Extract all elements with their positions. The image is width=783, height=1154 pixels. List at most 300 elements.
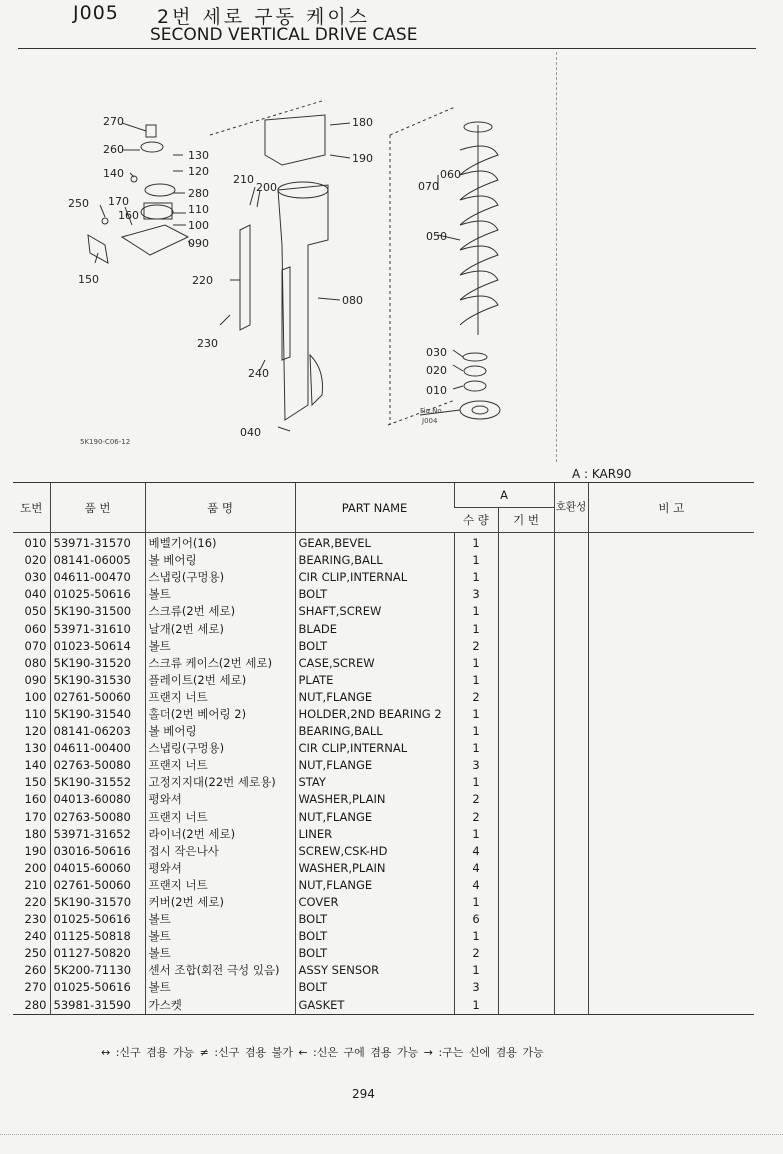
cell-remarks	[588, 979, 754, 996]
callout-050: 050	[426, 230, 447, 243]
cell-qty: 3	[454, 979, 498, 996]
cell-ref-no: 170	[24, 809, 47, 824]
callout-140: 140	[103, 167, 124, 180]
table-row	[13, 603, 754, 620]
cell-compat	[554, 569, 588, 586]
cell-part-name: GEAR,BEVEL	[295, 533, 454, 553]
callout-010: 010	[426, 384, 447, 397]
compatibility-legend: ↔ :신구 겸용 가능 ≠ :신구 겸용 불가 ← :신은 구에 겸용 가능 → :구는 신에 겸용 가능	[101, 1046, 544, 1059]
cell-qty: 1	[454, 552, 498, 569]
cell-compat	[554, 706, 588, 723]
fig-reference: Fig.No.	[420, 407, 444, 415]
cell-basic	[498, 962, 554, 979]
cell-compat	[554, 945, 588, 962]
cell-part-name: SHAFT,SCREW	[295, 603, 454, 620]
cell-qty: 1	[454, 672, 498, 689]
cell-part-name: SCREW,CSK-HD	[295, 843, 454, 860]
table-row	[13, 826, 754, 843]
callout-090: 090	[188, 237, 209, 250]
cell-compat	[554, 843, 588, 860]
cell-part-no: 5K190-31570	[50, 894, 145, 911]
cell-name-ko: 라이너(2번 세로)	[145, 826, 295, 843]
cell-remarks	[588, 860, 754, 877]
cell-basic	[498, 620, 554, 637]
cell-ref-no: 120	[24, 724, 47, 739]
cell-basic	[498, 843, 554, 860]
callout-160: 160	[118, 209, 139, 222]
cell-qty: 1	[454, 928, 498, 945]
callout-120: 120	[188, 165, 209, 178]
cell-remarks	[588, 620, 754, 637]
callout-100: 100	[188, 219, 209, 232]
cell-name-ko: 볼트	[145, 979, 295, 996]
callout-210: 210	[233, 173, 254, 186]
cell-basic	[498, 791, 554, 808]
table-row	[13, 569, 754, 586]
cell-remarks	[588, 552, 754, 569]
cell-ref-no: 100	[24, 689, 47, 704]
cell-qty: 3	[454, 586, 498, 603]
cell-part-name: BEARING,BALL	[295, 723, 454, 740]
cell-ref-no: 210	[24, 877, 47, 892]
cell-part-name: NUT,FLANGE	[295, 757, 454, 774]
section-title-english: SECOND VERTICAL DRIVE CASE	[150, 25, 418, 45]
callout-220: 220	[192, 274, 213, 287]
callout-250: 250	[68, 197, 89, 210]
cell-part-name: NUT,FLANGE	[295, 689, 454, 706]
exploded-parts-diagram	[60, 95, 560, 465]
callout-260: 260	[103, 143, 124, 156]
cell-part-no: 02761-50060	[50, 877, 145, 894]
model-note: A : KAR90	[572, 467, 632, 481]
cell-basic	[498, 928, 554, 945]
cell-remarks	[588, 774, 754, 791]
table-row	[13, 533, 754, 553]
callout-150: 150	[78, 273, 99, 286]
cell-part-no: 5K200-71130	[50, 962, 145, 979]
cell-basic	[498, 586, 554, 603]
col-header-no: 도번	[13, 483, 50, 533]
cell-compat	[554, 774, 588, 791]
cell-part-no: 01025-50616	[50, 979, 145, 996]
cell-remarks	[588, 672, 754, 689]
cell-remarks	[588, 569, 754, 586]
col-header-remarks: 비 고	[588, 483, 754, 533]
callout-110: 110	[188, 203, 209, 216]
cell-qty: 1	[454, 774, 498, 791]
cell-part-no: 08141-06203	[50, 723, 145, 740]
cell-basic	[498, 655, 554, 672]
cell-remarks	[588, 586, 754, 603]
cell-ref-no: 010	[24, 536, 47, 551]
cell-remarks	[588, 706, 754, 723]
cell-compat	[554, 809, 588, 826]
table-row	[13, 928, 754, 945]
cell-ref-no: 150	[24, 775, 47, 790]
cell-part-no: 04015-60060	[50, 860, 145, 877]
cell-part-no: 53971-31570	[50, 533, 145, 553]
cell-remarks	[588, 603, 754, 620]
col-header-compat: 호환성	[554, 483, 588, 533]
table-row	[13, 689, 754, 706]
cell-ref-no: 200	[24, 860, 47, 875]
cell-name-ko: 고정지지대(22번 세로용)	[145, 774, 295, 791]
cell-part-name: PLATE	[295, 672, 454, 689]
table-row	[13, 774, 754, 791]
cell-qty: 4	[454, 860, 498, 877]
table-row	[13, 860, 754, 877]
cell-qty: 1	[454, 533, 498, 553]
cell-part-no: 04611-00400	[50, 740, 145, 757]
table-row	[13, 740, 754, 757]
col-header-basic: 기 번	[498, 508, 554, 533]
cell-name-ko: 평와셔	[145, 860, 295, 877]
cell-name-ko: 볼트	[145, 586, 295, 603]
cell-ref-no: 040	[24, 587, 47, 602]
cell-qty: 1	[454, 997, 498, 1015]
cell-part-no: 5K190-31530	[50, 672, 145, 689]
cell-basic	[498, 723, 554, 740]
cell-part-no: 5K190-31500	[50, 603, 145, 620]
cell-compat	[554, 533, 588, 553]
callout-060: 060	[440, 168, 461, 181]
cell-name-ko: 볼트	[145, 945, 295, 962]
cell-basic	[498, 706, 554, 723]
cell-qty: 1	[454, 740, 498, 757]
cell-remarks	[588, 723, 754, 740]
cell-compat	[554, 997, 588, 1015]
cell-compat	[554, 928, 588, 945]
cell-compat	[554, 740, 588, 757]
cell-basic	[498, 979, 554, 996]
cell-name-ko: 볼 베어링	[145, 552, 295, 569]
cell-part-no: 5K190-31520	[50, 655, 145, 672]
cell-basic	[498, 809, 554, 826]
cell-remarks	[588, 945, 754, 962]
cell-ref-no: 090	[24, 672, 47, 687]
cell-name-ko: 프랜지 너트	[145, 689, 295, 706]
cell-qty: 2	[454, 791, 498, 808]
cell-part-name: STAY	[295, 774, 454, 791]
bottom-edge	[0, 1134, 783, 1135]
cell-basic	[498, 945, 554, 962]
table-row	[13, 894, 754, 911]
section-title-korean: 2번 세로 구동 케이스	[157, 6, 371, 28]
cell-part-name: LINER	[295, 826, 454, 843]
cell-name-ko: 홀더(2번 베어링 2)	[145, 706, 295, 723]
cell-remarks	[588, 689, 754, 706]
cell-compat	[554, 655, 588, 672]
callout-270: 270	[103, 115, 124, 128]
table-row	[13, 655, 754, 672]
cell-remarks	[588, 843, 754, 860]
cell-compat	[554, 552, 588, 569]
cell-qty: 1	[454, 603, 498, 620]
col-header-qty: 수 량	[454, 508, 498, 533]
cell-qty: 6	[454, 911, 498, 928]
cell-part-name: WASHER,PLAIN	[295, 791, 454, 808]
cell-compat	[554, 723, 588, 740]
cell-compat	[554, 603, 588, 620]
table-row	[13, 706, 754, 723]
table-row	[13, 997, 754, 1015]
drawing-code: 5K190-C06-12	[80, 438, 131, 446]
cell-compat	[554, 672, 588, 689]
cell-ref-no: 140	[24, 758, 47, 773]
cell-qty: 1	[454, 569, 498, 586]
table-row	[13, 979, 754, 996]
cell-part-name: BOLT	[295, 638, 454, 655]
table-row	[13, 672, 754, 689]
callout-230: 230	[197, 337, 218, 350]
callout-130: 130	[188, 149, 209, 162]
cell-part-no: 01025-50616	[50, 911, 145, 928]
cell-remarks	[588, 826, 754, 843]
cell-remarks	[588, 655, 754, 672]
cell-name-ko: 볼트	[145, 911, 295, 928]
cell-ref-no: 220	[24, 895, 47, 910]
cell-qty: 1	[454, 655, 498, 672]
cell-part-name: COVER	[295, 894, 454, 911]
cell-part-name: BOLT	[295, 979, 454, 996]
cell-name-ko: 스냅링(구멍용)	[145, 740, 295, 757]
cell-remarks	[588, 894, 754, 911]
callout-190: 190	[352, 152, 373, 165]
cell-compat	[554, 586, 588, 603]
cell-name-ko: 플레이트(2번 세로)	[145, 672, 295, 689]
cell-basic	[498, 826, 554, 843]
callout-080: 080	[342, 294, 363, 307]
cell-part-no: 53981-31590	[50, 997, 145, 1015]
cell-part-no: 53971-31610	[50, 620, 145, 637]
callout-280: 280	[188, 187, 209, 200]
cell-remarks	[588, 877, 754, 894]
table-row	[13, 552, 754, 569]
cell-basic	[498, 740, 554, 757]
cell-name-ko: 프랜지 너트	[145, 877, 295, 894]
cell-basic	[498, 689, 554, 706]
cell-qty: 1	[454, 706, 498, 723]
callout-040: 040	[240, 426, 261, 439]
cell-name-ko: 스냅링(구멍용)	[145, 569, 295, 586]
cell-part-no: 02761-50060	[50, 689, 145, 706]
cell-name-ko: 볼트	[145, 638, 295, 655]
cell-name-ko: 스크류(2번 세로)	[145, 603, 295, 620]
cell-ref-no: 280	[24, 997, 47, 1012]
cell-remarks	[588, 911, 754, 928]
table-row	[13, 945, 754, 962]
cell-compat	[554, 911, 588, 928]
cell-part-no: 02763-50080	[50, 809, 145, 826]
table-row	[13, 809, 754, 826]
table-row	[13, 638, 754, 655]
cell-compat	[554, 877, 588, 894]
cell-remarks	[588, 997, 754, 1015]
cell-part-no: 5K190-31552	[50, 774, 145, 791]
cell-compat	[554, 791, 588, 808]
cell-ref-no: 180	[24, 826, 47, 841]
cell-qty: 2	[454, 809, 498, 826]
callout-180: 180	[352, 116, 373, 129]
cell-compat	[554, 894, 588, 911]
cell-remarks	[588, 791, 754, 808]
col-header-part-no: 품 번	[50, 483, 145, 533]
cell-basic	[498, 860, 554, 877]
cell-compat	[554, 638, 588, 655]
cell-ref-no: 020	[24, 553, 47, 568]
cell-part-no: 04611-00470	[50, 569, 145, 586]
cell-ref-no: 070	[24, 638, 47, 653]
cell-part-no: 5K190-31540	[50, 706, 145, 723]
cell-qty: 3	[454, 757, 498, 774]
cell-part-name: BOLT	[295, 928, 454, 945]
cell-basic	[498, 774, 554, 791]
cell-part-no: 01025-50616	[50, 586, 145, 603]
cell-remarks	[588, 533, 754, 553]
cell-part-no: 04013-60080	[50, 791, 145, 808]
table-row	[13, 843, 754, 860]
cell-name-ko: 베벨기어(16)	[145, 533, 295, 553]
cell-basic	[498, 877, 554, 894]
cell-compat	[554, 860, 588, 877]
cell-name-ko: 가스켓	[145, 997, 295, 1015]
cell-part-no: 01127-50820	[50, 945, 145, 962]
cell-basic	[498, 638, 554, 655]
cell-basic	[498, 569, 554, 586]
cell-remarks	[588, 740, 754, 757]
cell-ref-no: 110	[24, 706, 47, 721]
cell-ref-no: 260	[24, 963, 47, 978]
cell-name-ko: 스크류 케이스(2번 세로)	[145, 655, 295, 672]
cell-basic	[498, 911, 554, 928]
cell-remarks	[588, 638, 754, 655]
cell-compat	[554, 979, 588, 996]
cell-qty: 1	[454, 894, 498, 911]
cell-part-no: 53971-31652	[50, 826, 145, 843]
cell-ref-no: 230	[24, 912, 47, 927]
callout-070: 070	[418, 180, 439, 193]
cell-part-name: WASHER,PLAIN	[295, 860, 454, 877]
cell-name-ko: 날개(2번 세로)	[145, 620, 295, 637]
cell-part-name: CIR CLIP,INTERNAL	[295, 569, 454, 586]
cell-remarks	[588, 757, 754, 774]
cell-ref-no: 270	[24, 980, 47, 995]
cell-name-ko: 센서 조합(회전 극성 있음)	[145, 962, 295, 979]
cell-basic	[498, 997, 554, 1015]
col-header-group-a: A	[454, 483, 554, 508]
cell-part-name: NUT,FLANGE	[295, 877, 454, 894]
cell-basic	[498, 533, 554, 553]
cell-part-name: ASSY SENSOR	[295, 962, 454, 979]
cell-basic	[498, 894, 554, 911]
callout-240: 240	[248, 367, 269, 380]
cell-qty: 2	[454, 638, 498, 655]
cell-name-ko: 프랜지 너트	[145, 809, 295, 826]
cell-name-ko: 프랜지 너트	[145, 757, 295, 774]
cell-ref-no: 050	[24, 604, 47, 619]
cell-remarks	[588, 928, 754, 945]
cell-ref-no: 160	[24, 792, 47, 807]
table-row	[13, 757, 754, 774]
page-number: 294	[352, 1087, 375, 1101]
cell-qty: 1	[454, 826, 498, 843]
cell-qty: 4	[454, 843, 498, 860]
cell-basic	[498, 552, 554, 569]
cell-qty: 2	[454, 945, 498, 962]
cell-part-no: 02763-50080	[50, 757, 145, 774]
cell-part-name: CASE,SCREW	[295, 655, 454, 672]
table-row	[13, 723, 754, 740]
cell-compat	[554, 962, 588, 979]
cell-compat	[554, 757, 588, 774]
cell-part-name: GASKET	[295, 997, 454, 1015]
cell-part-name: BOLT	[295, 911, 454, 928]
cell-compat	[554, 689, 588, 706]
cell-qty: 4	[454, 877, 498, 894]
col-header-name-ko: 품 명	[145, 483, 295, 533]
table-row	[13, 962, 754, 979]
cell-remarks	[588, 962, 754, 979]
table-row	[13, 620, 754, 637]
cell-part-name: HOLDER,2ND BEARING 2	[295, 706, 454, 723]
table-row	[13, 877, 754, 894]
callout-020: 020	[426, 364, 447, 377]
cell-ref-no: 030	[24, 570, 47, 585]
cell-remarks	[588, 809, 754, 826]
cell-ref-no: 250	[24, 946, 47, 961]
cell-name-ko: 볼 베어링	[145, 723, 295, 740]
cell-name-ko: 접시 작은나사	[145, 843, 295, 860]
cell-basic	[498, 672, 554, 689]
section-code: J005	[73, 2, 119, 24]
cell-ref-no: 240	[24, 929, 47, 944]
cell-qty: 1	[454, 723, 498, 740]
callout-030: 030	[426, 346, 447, 359]
cell-compat	[554, 620, 588, 637]
cell-part-name: NUT,FLANGE	[295, 809, 454, 826]
table-row	[13, 586, 754, 603]
cell-name-ko: 볼트	[145, 928, 295, 945]
fig-reference-id: J004	[422, 417, 438, 425]
cell-part-name: CIR CLIP,INTERNAL	[295, 740, 454, 757]
cell-part-name: BEARING,BALL	[295, 552, 454, 569]
cell-part-name: BOLT	[295, 945, 454, 962]
table-row	[13, 911, 754, 928]
cell-ref-no: 060	[24, 621, 47, 636]
col-header-part-name: PART NAME	[295, 483, 454, 533]
cell-qty: 2	[454, 689, 498, 706]
cell-qty: 1	[454, 962, 498, 979]
cell-part-no: 03016-50616	[50, 843, 145, 860]
cell-name-ko: 평와셔	[145, 791, 295, 808]
cell-basic	[498, 603, 554, 620]
cell-part-no: 08141-06005	[50, 552, 145, 569]
cell-ref-no: 190	[24, 843, 47, 858]
table-row	[13, 791, 754, 808]
cell-part-no: 01125-50818	[50, 928, 145, 945]
cell-basic	[498, 757, 554, 774]
callout-170: 170	[108, 195, 129, 208]
parts-table	[13, 482, 754, 1018]
cell-ref-no: 130	[24, 741, 47, 756]
callout-200: 200	[256, 181, 277, 194]
cell-name-ko: 커버(2번 세로)	[145, 894, 295, 911]
cell-qty: 1	[454, 620, 498, 637]
cell-part-name: BLADE	[295, 620, 454, 637]
cell-part-name: BOLT	[295, 586, 454, 603]
cell-compat	[554, 826, 588, 843]
header-rule	[18, 48, 756, 49]
